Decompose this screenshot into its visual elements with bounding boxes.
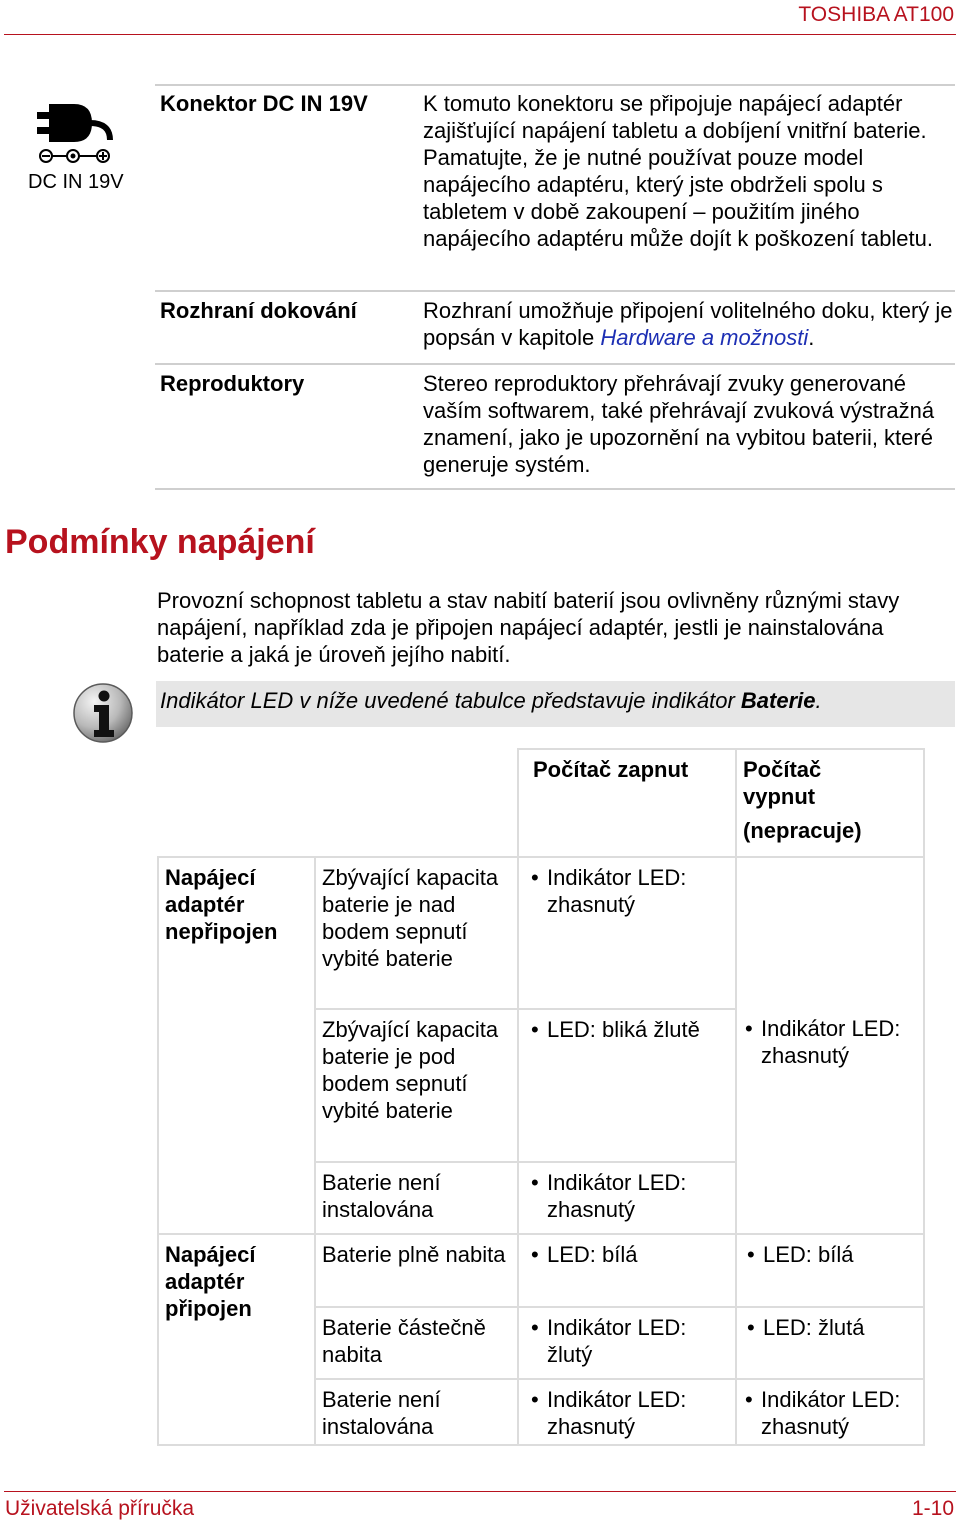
on-state-text: Indikátor LED: zhasnutý — [547, 1387, 687, 1439]
group-label-cell — [158, 857, 315, 1234]
bullet: • — [531, 865, 539, 890]
group-label-cell — [158, 1234, 315, 1445]
on-state-cell — [518, 1009, 736, 1162]
description-text: Rozhraní umožňuje připojení volitelného doku, který je popsán v kapitole — [423, 298, 953, 350]
off-state-cell — [736, 1379, 924, 1445]
on-state-text: LED: bílá — [547, 1242, 638, 1267]
header-computer-off-line: vypnut — [743, 784, 816, 809]
condition-text: Baterie není instalována — [322, 1387, 441, 1439]
plug-icon — [22, 92, 142, 167]
off-state-cell-top — [736, 857, 924, 1009]
off-state-cell-bottom — [736, 1162, 924, 1234]
on-state-text: Indikátor LED: zhasnutý — [547, 865, 687, 917]
power-conditions-table — [157, 748, 925, 1446]
row-divider — [155, 488, 955, 490]
port-description — [423, 297, 953, 351]
off-state-cell — [736, 1307, 924, 1379]
header-computer-off-line: Počítač — [743, 757, 822, 782]
on-state-cell — [518, 1379, 736, 1445]
hardware-link[interactable]: Hardware a možnosti — [600, 325, 809, 350]
condition-text: Zbývající kapacita baterie je pod bodem sepnutí vybité baterie — [322, 1017, 499, 1123]
footer-document-title: Uživatelská příručka — [5, 1497, 195, 1520]
on-state-text: LED: bliká žlutě — [547, 1017, 700, 1042]
note-text-prefix: Indikátor LED v níže uvedené tabulce představuje indikátor — [160, 688, 741, 713]
port-description: Stereo reproduktory přehrávají zvuky generované vaším softwarem, také přehrávají zvuková výstražná znamení, jako je upozornění na vybitou baterii, které generuje systém. — [423, 371, 935, 477]
table-corner-cell — [158, 749, 315, 857]
off-state-cell — [736, 1234, 924, 1307]
note-text — [160, 687, 950, 714]
bullet: • — [531, 1387, 539, 1412]
on-state-text: Indikátor LED: žlutý — [547, 1315, 687, 1367]
bullet: • — [747, 1315, 755, 1340]
condition-text: Baterie částečně nabita — [322, 1315, 486, 1367]
on-state-text: Indikátor LED: zhasnutý — [547, 1170, 687, 1222]
table-corner-cell — [315, 749, 518, 857]
row-divider — [155, 363, 955, 365]
header-computer-off-line: (nepracuje) — [743, 818, 862, 843]
port-term: Reproduktory — [160, 371, 305, 396]
header-computer-on — [518, 749, 736, 857]
on-state-cell — [518, 1307, 736, 1379]
section-title: Podmínky napájení — [5, 523, 315, 561]
condition-cell — [315, 1234, 518, 1307]
condition-text: Baterie není instalována — [322, 1170, 441, 1222]
port-description: K tomuto konektoru se připojuje napájecí adaptér zajišťující napájení tabletu a dobíjení vnitřní baterie. Pamatujte, že je nutné používat pouze model napájecího adaptéru, který jste obdrželi spolu s tabletem v době zakoupení – použitím jiného napájecího adaptéru může dojít k poškození tabletu. — [423, 91, 934, 251]
row-divider — [155, 290, 955, 292]
condition-cell — [315, 1379, 518, 1445]
port-term: Konektor DC IN 19V — [160, 91, 368, 116]
group-label: Napájecí adaptér nepřipojen — [165, 865, 278, 944]
off-state-text: Indikátor LED: zhasnutý — [761, 1387, 901, 1439]
on-state-cell — [518, 1234, 736, 1307]
bullet: • — [531, 1242, 539, 1267]
condition-cell — [315, 1162, 518, 1234]
off-state-text: LED: žlutá — [763, 1315, 865, 1340]
table-row — [158, 857, 924, 1009]
group-label: Napájecí adaptér připojen — [165, 1242, 256, 1321]
condition-cell — [315, 857, 518, 1009]
off-state-text: Indikátor LED: zhasnutý — [761, 1016, 901, 1068]
bullet: • — [747, 1242, 755, 1267]
header-rule — [4, 34, 956, 35]
header-brand: TOSHIBA AT100 — [798, 3, 954, 26]
condition-cell — [315, 1009, 518, 1162]
bullet: • — [531, 1170, 539, 1195]
description-punctuation: . — [808, 325, 815, 350]
bullet: • — [745, 1016, 753, 1041]
note-text-bold: Baterie — [740, 688, 816, 713]
condition-cell — [315, 1307, 518, 1379]
header-computer-on-label: Počítač zapnut — [533, 757, 689, 782]
note-text-suffix: . — [815, 688, 822, 713]
bullet: • — [745, 1387, 753, 1412]
dc-in-icon — [22, 92, 142, 202]
table-row — [158, 1234, 924, 1307]
footer-page-number: 1-10 — [911, 1497, 954, 1520]
off-state-text: LED: bílá — [763, 1242, 854, 1267]
condition-text: Baterie plně nabita — [322, 1242, 506, 1267]
intro-paragraph: Provozní schopnost tabletu a stav nabití baterií jsou ovlivněny různými stavy napájení, například zda je připojen napájecí adaptér, jestli je nainstalována baterie a jaká je úroveň jejího nabití. — [157, 588, 900, 667]
header-computer-off — [736, 749, 924, 857]
table-header-row — [158, 749, 924, 857]
bullet: • — [531, 1017, 539, 1042]
on-state-cell — [518, 1162, 736, 1234]
footer-rule — [4, 1491, 956, 1492]
row-divider — [155, 84, 955, 86]
on-state-cell — [518, 857, 736, 1009]
off-state-cell — [736, 1009, 924, 1162]
bullet: • — [531, 1315, 539, 1340]
port-term: Rozhraní dokování — [160, 298, 357, 323]
info-icon — [72, 682, 134, 744]
condition-text: Zbývající kapacita baterie je nad bodem sepnutí vybité baterie — [322, 865, 499, 971]
dc-in-icon-label: DC IN 19V — [28, 171, 124, 193]
